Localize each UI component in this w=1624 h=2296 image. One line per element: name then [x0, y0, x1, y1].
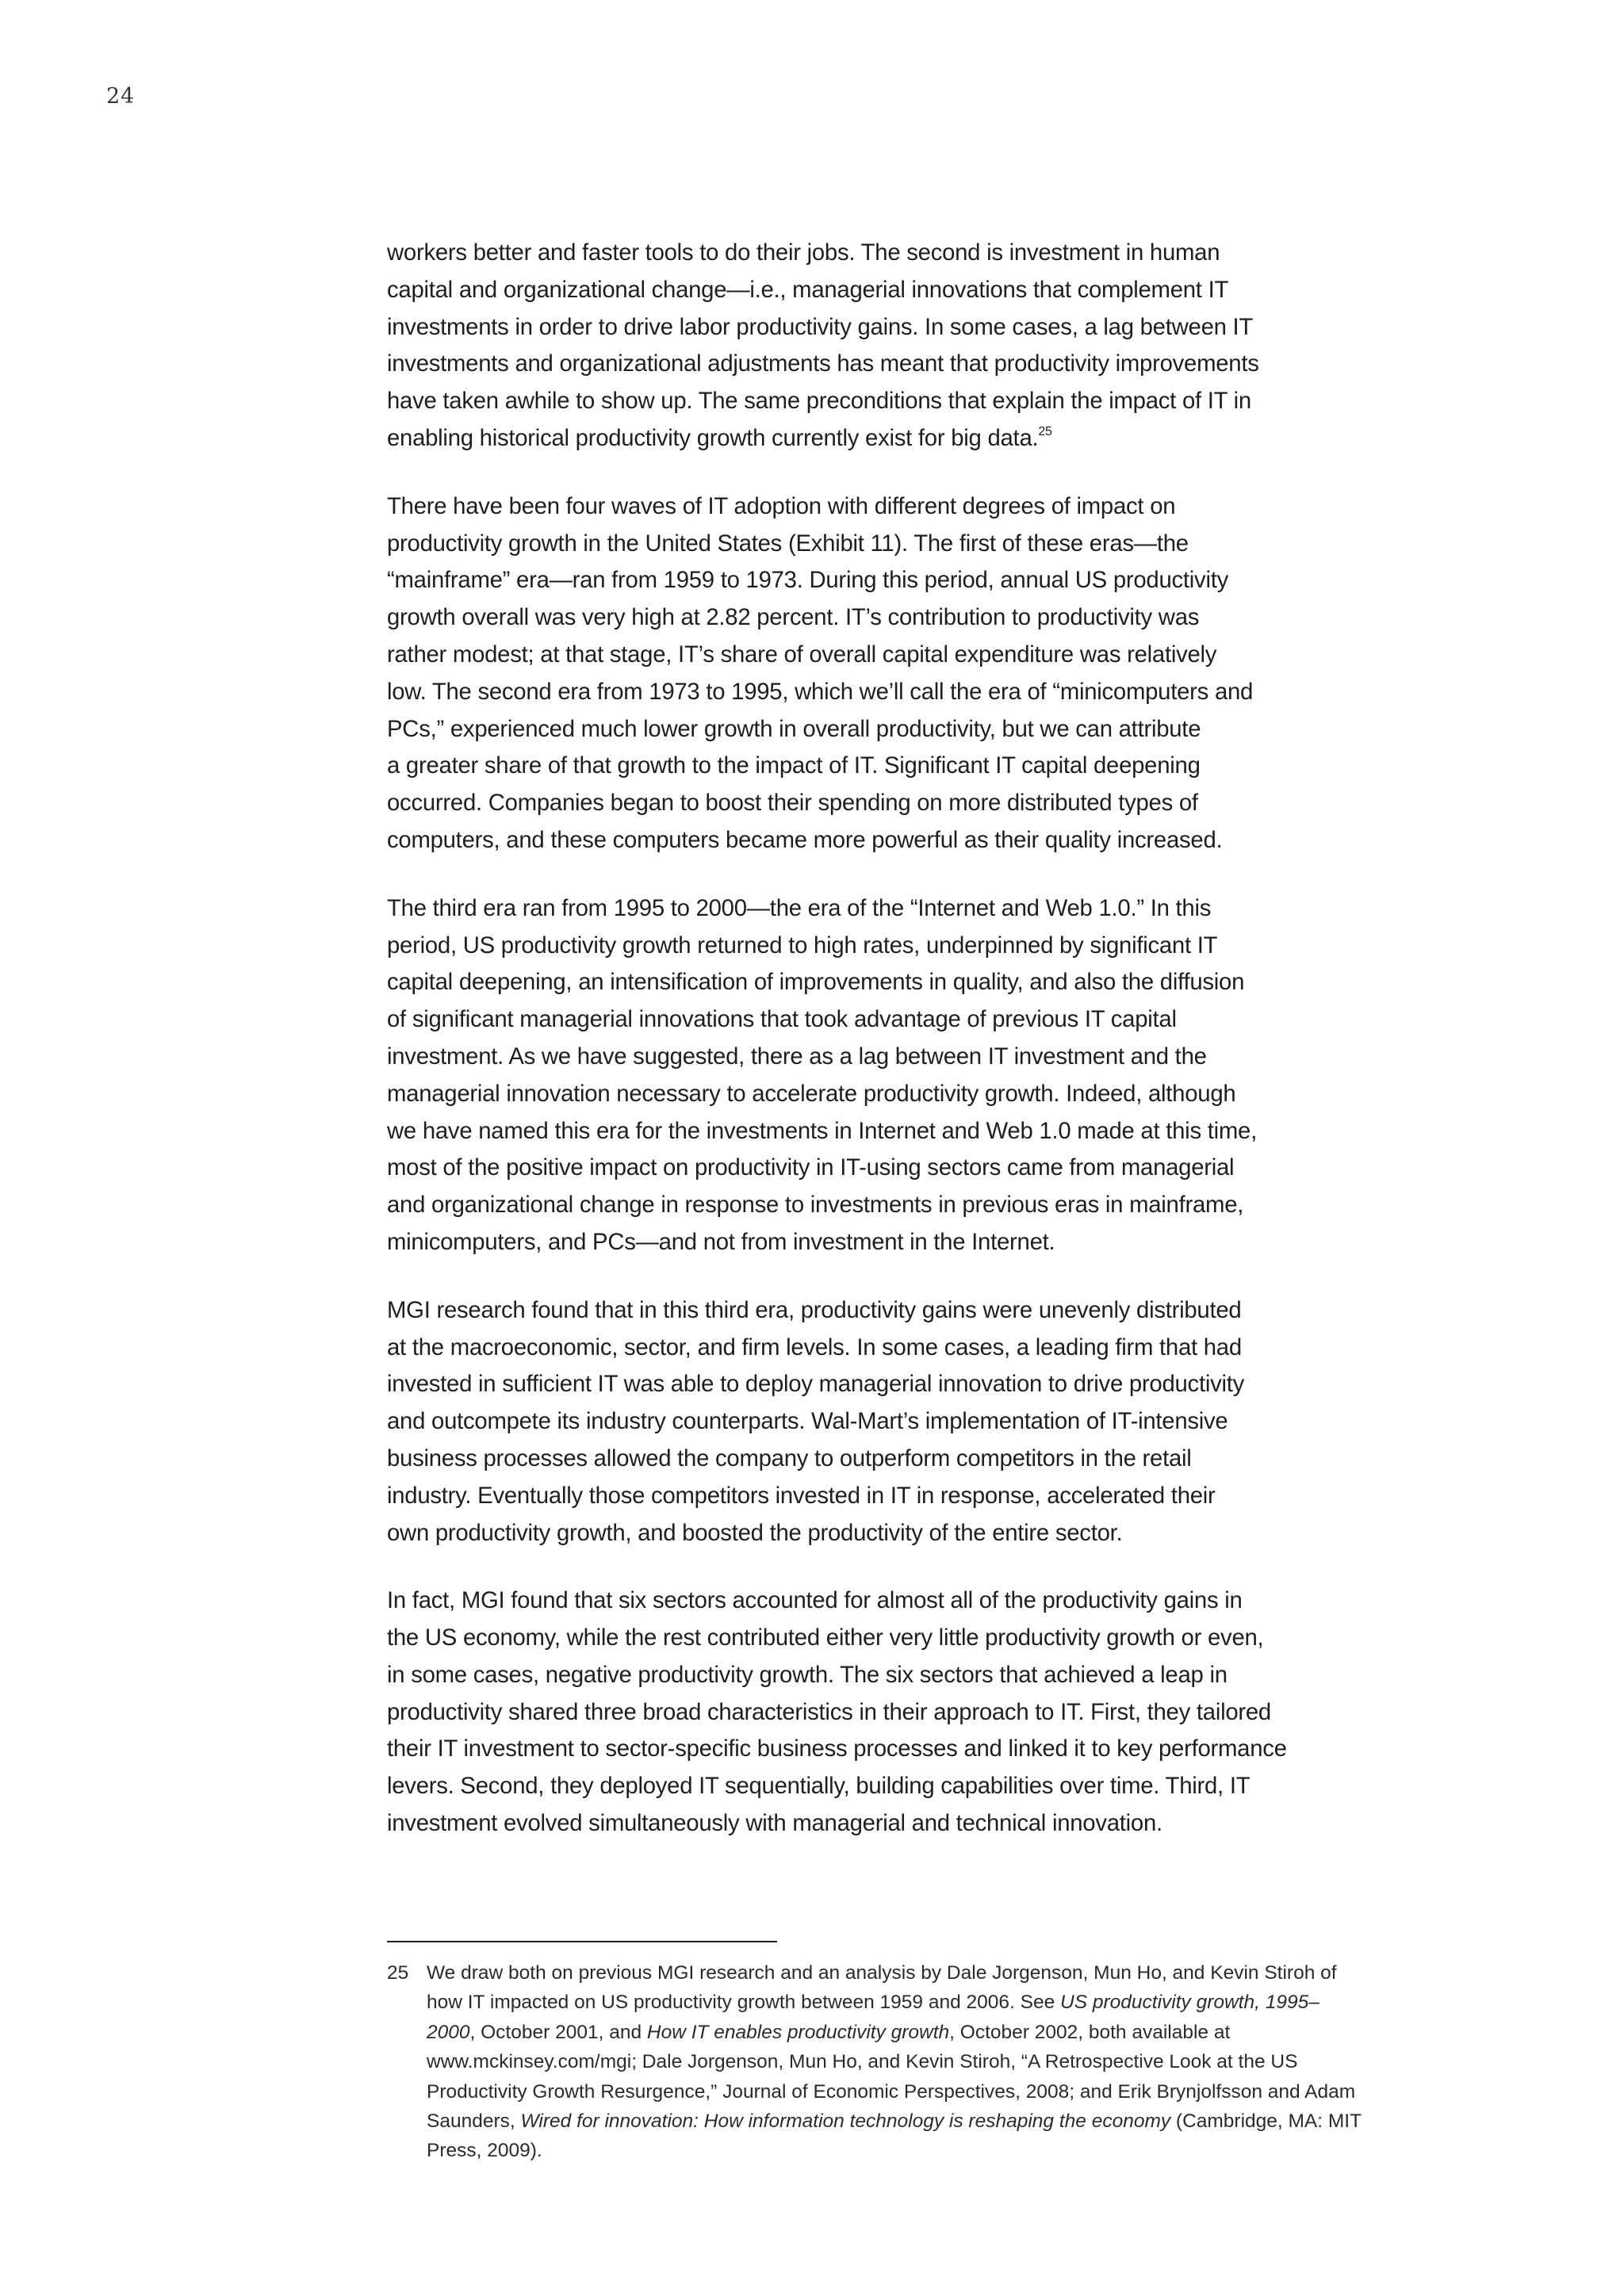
footnote-number: 25 [387, 1962, 409, 1984]
footnote-text: We draw both on previous MGI research and an analysis by Dale Jorgenson, Mun Ho, and Kevin Stiroh of how IT impacted on US productivity growth between 1959 and 2006. See US productivity growth, 1995–2000, October 2001, and How IT enables productivity growth, October 2002, both available at www.mckinsey.com/mgi; Dale Jorgenson, Mun Ho, and Kevin Stiroh, “A Retrospective Look at the US Productivity Growth Resurgence,” Journal of Economic Perspectives, 2008; and Erik Brynjolfsson and Adam Saunders, Wired for innovation: How information technology is reshaping the economy (Cambridge, MA: MIT Press, 2009). [427, 1962, 1362, 2162]
paragraph-4: MGI research found that in this third era, productivity gains were unevenly distributed at the macroeconomic, sector, and firm levels. In some cases, a leading firm that had invested in sufficient IT was able to deploy managerial innovation to drive productivity and outcompete its industry counterparts. Wal-Mart’s implementation of IT-intensive business processes allowed the company to outperform competitors in the retail industry. Eventually those competitors invested in IT in response, accelerated their own productivity growth, and boosted the productivity of the entire sector. [387, 1296, 1245, 1546]
paragraph-1: workers better and faster tools to do their jobs. The second is investment in human capital and organizational change—i.e., managerial innovations that complement IT investments in order to drive labor productivity gains. In some cases, a lag between IT investments and organizational adjustments has meant that productivity improvements have taken awhile to show up. The same preconditions that explain the impact of IT in enabling historical productivity growth currently exist for big data.$^{25}$ [387, 239, 1259, 451]
footnote-divider [387, 1941, 777, 1942]
paragraph-2: There have been four waves of IT adoption with different degrees of impact on productivity growth in the United States (Exhibit 11). The first of these eras—the “mainframe” era—ran from 1959 to 1973. During this period, annual US productivity growth overall was very high at 2.82 percent. IT’s contribution to productivity was rather modest; at that stage, IT’s share of overall capital expenditure was relatively low. The second era from 1973 to 1995, which we’ll call the era of “minicomputers and PCs,” experienced much lower growth in overall productivity, but we can attribute a greater share of that growth to the impact of IT. Significant IT capital deepening occurred. Companies began to boost their spending on more distributed types of computers, and these computers became more powerful as their quality increased. [387, 492, 1254, 853]
footnote-reference[interactable]: 25 [1038, 424, 1052, 438]
footnote [387, 1958, 1362, 2166]
body-text [387, 235, 1362, 1873]
paragraph-5: In fact, MGI found that six sectors accounted for almost all of the productivity gains in the US economy, while the rest contributed either very little productivity growth or even, in some cases, negative productivity growth. The six sectors that achieved a leap in productivity shared three broad characteristics in their approach to IT. First, they tailored their IT investment to sector-specific business processes and linked it to key performance levers. Second, they deployed IT sequentially, building capabilities over time. Third, IT investment evolved simultaneously with managerial and technical innovation. [387, 1587, 1287, 1837]
page-number: 24 [106, 84, 136, 109]
paragraph-3: The third era ran from 1995 to 2000—the era of the “Internet and Web 1.0.” In this period, US productivity growth returned to high rates, underpinned by significant IT capital deepening, an intensification of improvements in quality, and also the diffusion of significant managerial innovations that took advantage of previous IT capital investment. As we have suggested, there as a lag between IT investment and the managerial innovation necessary to accelerate productivity growth. Indeed, although we have named this era for the investments in Internet and Web 1.0 made at this time, most of the positive impact on productivity in IT-using sectors came from managerial and organizational change in response to investments in previous eras in mainframe, minicomputers, and PCs—and not from investment in the Internet. [387, 894, 1257, 1255]
